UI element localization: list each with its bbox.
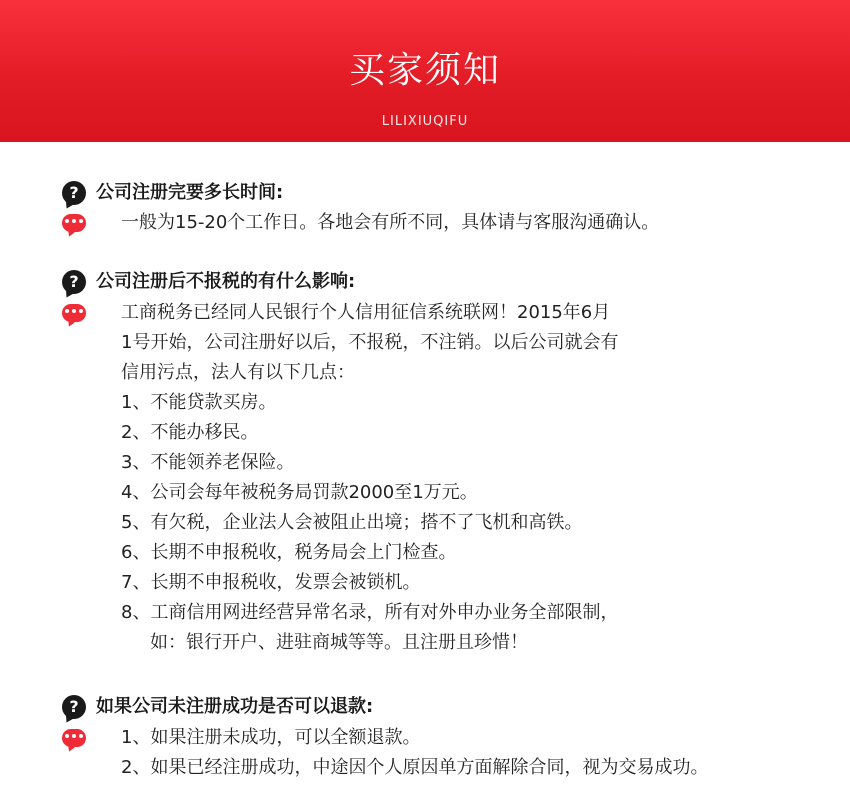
answer-line: 5、有欠税，企业法人会被阻止出境；搭不了飞机和高铁。 [121,512,583,533]
header-banner [0,0,850,142]
chat-dots-icon [62,214,86,232]
answer-line: 2、不能办移民。 [121,422,259,443]
answer-line: 1、如果注册未成功，可以全额退款。 [121,727,421,748]
answer-line: 2、如果已经注册成功，中途因个人原因单方面解除合同，视为交易成功。 [121,757,709,778]
question-bubble-icon: ? [62,270,86,294]
page-title: 买家须知 [348,50,501,91]
answer-line: 6、长期不申报税收，税务局会上门检查。 [121,542,457,563]
answer-line: 4、公司会每年被税务局罚款2000至1万元。 [121,482,478,503]
chat-dots-icon [62,304,86,322]
answer-line: 信用污点，法人有以下几点： [121,362,355,383]
answer-line: 如：银行开户、进驻商城等等。且注册且珍惜！ [150,632,528,653]
page-subtitle: LILIXIUQIFU [381,114,469,129]
question-bubble-icon: ? [62,695,86,719]
answer-line: 3、不能领养老保险。 [121,452,295,473]
question-text: 如果公司未注册成功是否可以退款: [96,696,374,717]
question-bubble-icon: ? [62,181,86,205]
answer-line: 1、不能贷款买房。 [121,392,277,413]
question-text: 公司注册后不报税的有什么影响: [96,271,356,292]
question-text: 公司注册完要多长时间: [96,182,284,203]
answer-line: 8、工商信用网进经营异常名录，所有对外申办业务全部限制， [121,602,619,623]
chat-dots-icon [62,729,86,747]
answer-line: 工商税务已经同人民银行个人信用征信系统联网！2015年6月 [121,302,611,323]
answer-line: 7、长期不申报税收，发票会被锁机。 [121,572,421,593]
answer-line: 一般为15-20个工作日。各地会有所不同，具体请与客服沟通确认。 [121,212,660,233]
answer-line: 1号开始，公司注册好以后，不报税，不注销。以后公司就会有 [121,332,619,353]
